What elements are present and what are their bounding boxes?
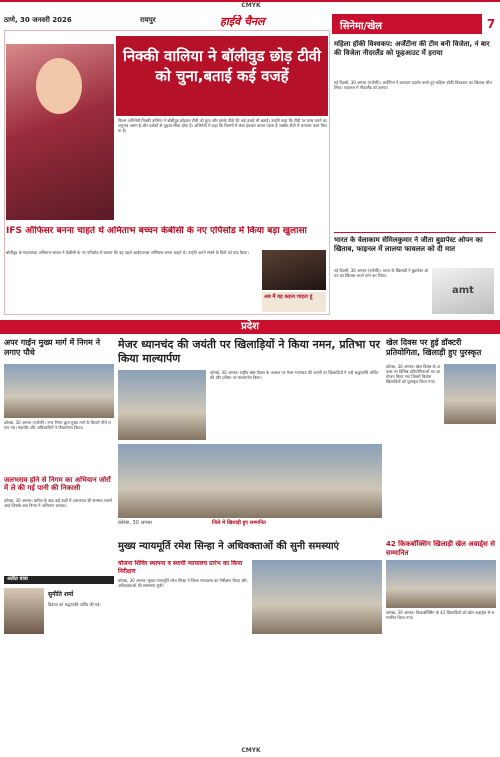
mid-photo-1 xyxy=(118,370,206,440)
right-body-2: कोरबा, 30 अगस्त। किकबॉक्सिंग के 42 खिलाड़ियों को खेल अवार्ड्स से सम्मानित किया गया। xyxy=(386,610,495,620)
right-title-2: 42 किकबॉक्सिंग खिलाड़ी खेल अवार्ड्स से सम्मानित xyxy=(386,540,495,557)
left-title-2: जलभराव होने से निगम का अभियान जोरों में ले की गई पानी की निकासी xyxy=(4,476,111,492)
header-strip xyxy=(0,0,500,12)
date-label: ठाणे, 30 जनवरी 2026 xyxy=(4,16,72,24)
bottom-photo xyxy=(252,560,382,634)
right-body: कोरबा, 30 अगस्त। खेल दिवस के अवसर पर विभिन्न प्रतियोगिताओं का आयोजन किया गया जिसमें विजेता खिलाड़ियों को पुरस्कृत किया गया। xyxy=(386,364,441,384)
lead-photo xyxy=(6,44,114,220)
mid-body: कोरबा, 30 अगस्त। राष्ट्रीय खेल दिवस के अवसर पर मेजर ध्यानचंद की जयंती पर खिलाड़ियों ने उन्हें श्रद्धांजलि अर्पित की और प्रतिमा पर माल्यार्पण किया। xyxy=(210,370,379,380)
mid-caption: जिले में खिलाड़ी हुए सम्मानित xyxy=(212,520,266,526)
ifs-body: बॉलीवुड के महानायक अमिताभ बच्चन ने केबीसी के नए एपिसोड में बताया कि वह पहले आईएफएस ऑफिसर बनना चाहते थे। उन्होंने अपने संघर्ष के दिनों को याद किया। xyxy=(6,250,249,255)
ifs-quote: अब मैं यह कहना चाहता हूं xyxy=(262,292,326,312)
lead-body: फिल्म अभिनेत्री निक्की वालिया ने बॉलीवुड छोड़कर टीवी को चुना और इसके पीछे की कई वजहें भी बताईं। उन्होंने कहा कि टीवी पर काम करने का अनुभव अलग है और दर्शकों से जुड़ाव सीधा होता है। अभिनेत्री ने कहा कि फिल्मों में लंबा इंतजार करना पड़ता है जबकि टीवी में लगातार काम मिलता है। xyxy=(118,118,327,133)
right-photo xyxy=(444,364,496,424)
ifs-title: IFS ऑफिसर बनना चाहते थे अमिताभ बच्चन केबीसी के नए एपिसोड में किया बड़ा खुलासा xyxy=(6,226,307,236)
bottom-sub: योजना शिविर स्थापना व स्थायी न्यायालय प्रारंभ का किया निरीक्षण xyxy=(118,560,243,575)
bottom-body: कोरबा, 30 अगस्त। मुख्य न्यायमूर्ति रमेश सिन्हा ने जिला न्यायालय का निरीक्षण किया और अधिवक्ताओं की समस्याएं सुनीं। xyxy=(118,578,247,588)
hockey-body: नई दिल्ली, 30 अगस्त (एजेंसी)। अर्जेंटीना ने शानदार प्रदर्शन करते हुए महिला हॉकी विश्वकप का खिताब जीत लिया। फाइनल में नीदरलैंड को हराया। xyxy=(334,80,492,90)
pradesh-band: प्रदेश xyxy=(0,320,500,334)
bottom-title: मुख्य न्यायमूर्ति रमेश सिन्हा ने अधिवक्ताओं की सुनी समस्याएं xyxy=(118,541,340,552)
right-title: खेल दिवस पर हुई डॉक्टरी प्रतियोगिता, खिलाड़ी हुए पुरस्कृत xyxy=(386,338,482,357)
lead-title: निक्की वालिया ने बॉलीवुड छोड़ टीवी को चुना,बताई कई वजहें xyxy=(116,36,328,116)
section-label-right: सिनेमा/खेल xyxy=(332,14,482,34)
left-body: कोरबा, 30 अगस्त (एजेंसी)। नगर निगम द्वारा मुख्य मार्ग के किनारे पौधे लगाए गए। महापौर और अधिकारियों ने पौधारोपण किया। xyxy=(4,420,111,430)
mid-title: मेजर ध्यानचंद की जयंती पर खिलाड़ियों ने किया नमन, प्रतिभा पर किया माल्यार्पण xyxy=(118,338,380,365)
mid-photo-2 xyxy=(118,444,382,518)
city-label: रायपुर xyxy=(140,16,156,24)
left-photo xyxy=(4,364,114,418)
profile-photo xyxy=(4,588,44,634)
page-number: 7 xyxy=(482,14,500,34)
brand-mark: CMYK xyxy=(241,2,261,9)
section-label-left: हाईवे चैनल xyxy=(220,15,265,28)
player-photo: amt xyxy=(432,268,494,314)
left-title: अपर गाईन मुख्य मार्ग में निगम ने लगाए पौधे xyxy=(4,338,101,357)
footer-strip xyxy=(0,745,500,757)
budapest-body: नई दिल्ली, 30 अगस्त (एजेंसी)। भारत के खिलाड़ी ने बुडापेस्ट ओपन का खिताब अपने नाम कर लिया। xyxy=(334,268,429,278)
sidebar-rule xyxy=(334,232,496,233)
brand-mark-bottom: CMYK xyxy=(241,747,261,754)
amitabh-photo xyxy=(262,250,326,290)
face-shape xyxy=(36,58,82,114)
left-body-2: कोरबा, 30 अगस्त। बारिश के बाद कई वार्डों में जलभराव की समस्या सामने आई जिसके बाद निगम ने अभियान चलाया। xyxy=(4,498,113,508)
profile-body: दिवंगत को श्रद्धांजलि अर्पित की गई। xyxy=(48,602,101,607)
profile-label: अतीत यात्रा xyxy=(4,576,114,584)
budapest-title: भारत के वेलाकाम सेमिलकुमार ने जीता बुडापेस्ट ओपन का खिताब, फाइनल में लालया फावलल को दी मात xyxy=(334,236,483,253)
mid-sub: कोरबा, 30 अगस्त xyxy=(118,520,152,526)
profile-name: सुनीति शर्मा xyxy=(48,591,74,598)
hockey-title: महिला हॉकी विश्वकप: अर्जेंटीना की टीम बनी विजेता, नं बार की विजेता नीदरलैंड को फूहआउट में हराया xyxy=(334,40,490,57)
right-photo-2 xyxy=(386,560,496,608)
